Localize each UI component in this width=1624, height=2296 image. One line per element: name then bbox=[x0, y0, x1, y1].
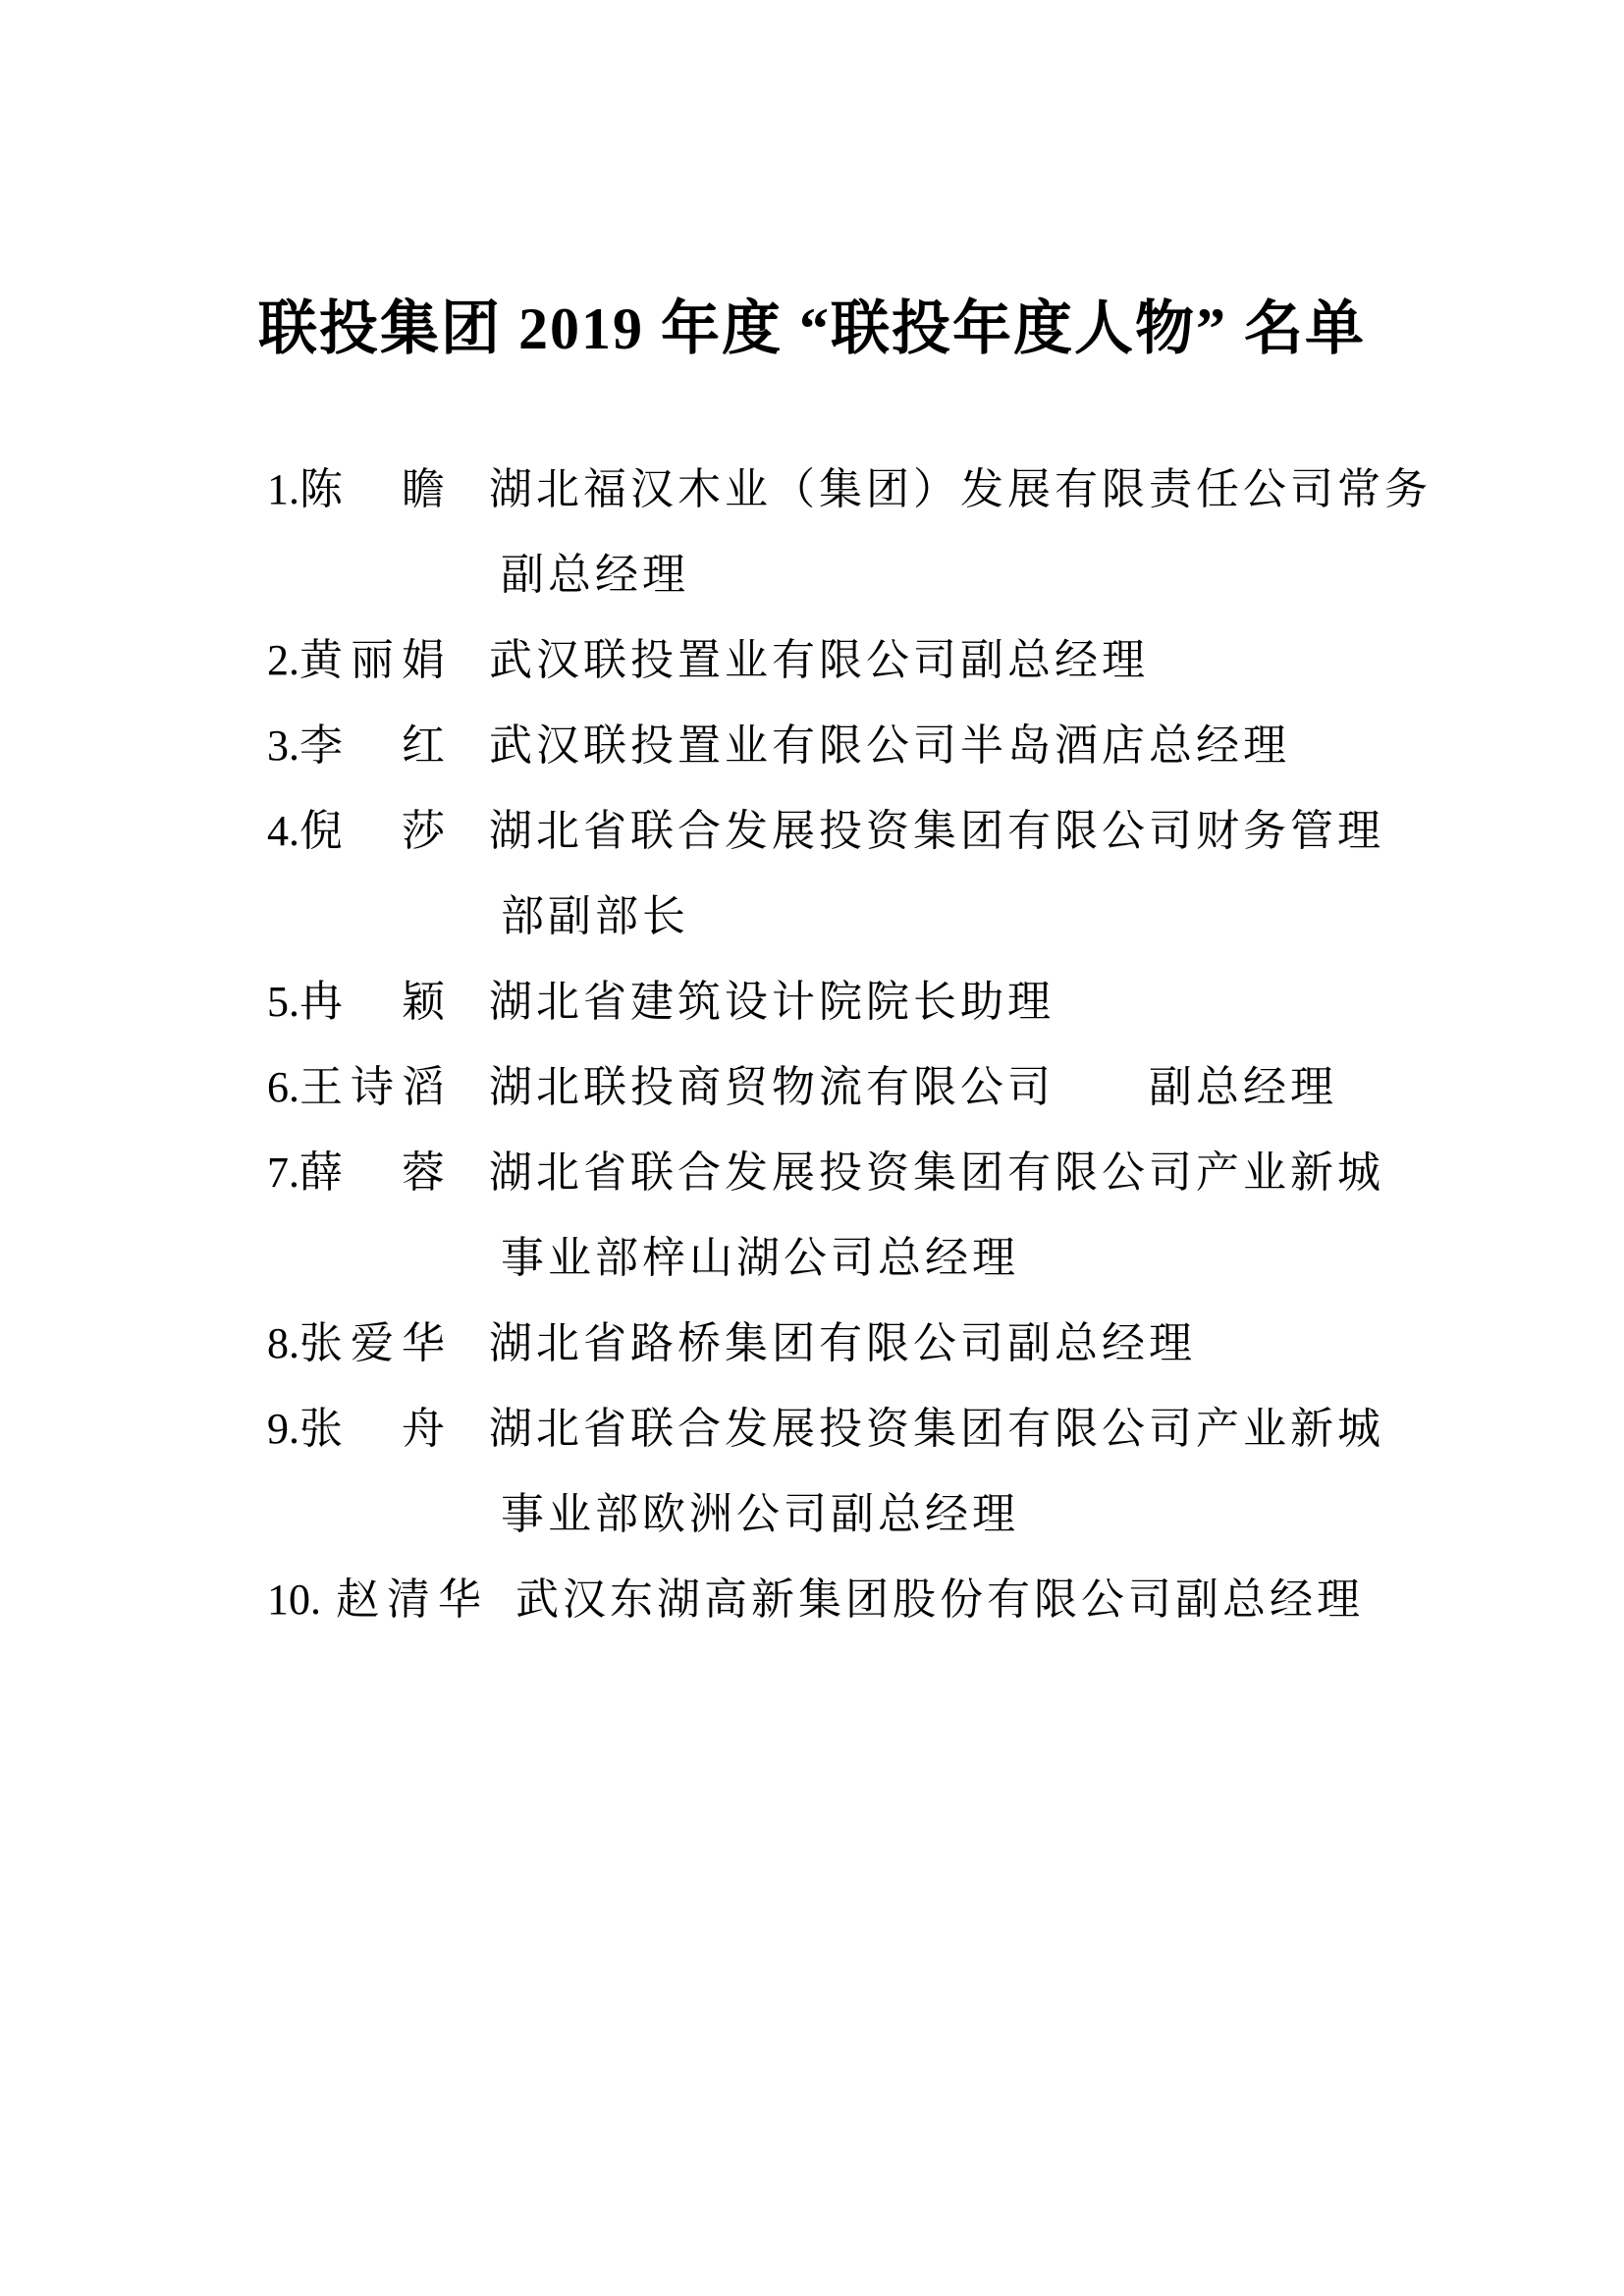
position-line: 湖北省建筑设计院院长助理 bbox=[489, 978, 1055, 1026]
list-item bbox=[267, 788, 1624, 959]
awardee-list bbox=[267, 447, 1624, 1642]
list-item bbox=[267, 617, 1624, 703]
person-name: 陈 瞻 bbox=[299, 465, 445, 513]
person-position bbox=[489, 447, 1432, 617]
list-item bbox=[267, 703, 1624, 788]
item-number: 10. bbox=[267, 1575, 321, 1624]
position-line-continued: 副总经理 bbox=[501, 551, 689, 599]
person-position bbox=[489, 1386, 1384, 1557]
person-name: 李 红 bbox=[299, 721, 445, 770]
person-name: 倪 莎 bbox=[299, 807, 445, 855]
position-line: 湖北福汉木业（集团）发展有限责任公司常务 bbox=[489, 465, 1432, 513]
person-name: 张爱华 bbox=[299, 1319, 445, 1367]
position-line: 湖北省联合发展投资集团有限公司财务管理 bbox=[489, 807, 1384, 855]
item-number: 3. bbox=[267, 721, 299, 770]
position-line-continued: 部副部长 bbox=[501, 892, 689, 940]
person-name: 赵清华 bbox=[336, 1575, 481, 1624]
position-line: 湖北联投商贸物流有限公司 副总经理 bbox=[489, 1063, 1337, 1111]
person-name: 薛 蓉 bbox=[299, 1148, 445, 1197]
position-line: 武汉东湖高新集团股份有限公司副总经理 bbox=[515, 1575, 1364, 1624]
person-position bbox=[515, 1557, 1364, 1642]
item-number: 6. bbox=[267, 1063, 299, 1111]
person-name: 冉 颖 bbox=[299, 978, 445, 1026]
person-position bbox=[489, 1301, 1196, 1386]
item-number: 1. bbox=[267, 465, 299, 513]
list-item bbox=[267, 447, 1624, 617]
person-name: 张 舟 bbox=[299, 1405, 445, 1453]
item-number: 2. bbox=[267, 636, 299, 684]
position-line: 湖北省路桥集团有限公司副总经理 bbox=[489, 1319, 1196, 1367]
position-line: 武汉联投置业有限公司半岛酒店总经理 bbox=[489, 721, 1290, 770]
person-name: 王诗滔 bbox=[299, 1063, 445, 1111]
position-line: 湖北省联合发展投资集团有限公司产业新城 bbox=[489, 1405, 1384, 1453]
item-number: 8. bbox=[267, 1319, 299, 1367]
person-name: 黄丽娟 bbox=[299, 636, 445, 684]
person-position bbox=[489, 703, 1290, 788]
person-position bbox=[489, 1044, 1337, 1130]
document-title: 联投集团 2019 年度 “联投年度人物” 名单 bbox=[258, 296, 1366, 361]
item-number: 7. bbox=[267, 1148, 299, 1197]
list-item bbox=[267, 1386, 1624, 1557]
item-number: 4. bbox=[267, 807, 299, 855]
list-item bbox=[267, 1557, 1624, 1642]
person-position bbox=[489, 1130, 1384, 1301]
item-number: 5. bbox=[267, 978, 299, 1026]
position-line: 武汉联投置业有限公司副总经理 bbox=[489, 636, 1149, 684]
position-line: 湖北省联合发展投资集团有限公司产业新城 bbox=[489, 1148, 1384, 1197]
position-line-continued: 事业部欧洲公司副总经理 bbox=[501, 1490, 1019, 1538]
list-item bbox=[267, 1044, 1624, 1130]
item-number: 9. bbox=[267, 1405, 299, 1453]
list-item bbox=[267, 1301, 1624, 1386]
person-position bbox=[489, 788, 1384, 959]
list-item bbox=[267, 959, 1624, 1044]
person-position bbox=[489, 617, 1149, 703]
list-item bbox=[267, 1130, 1624, 1301]
person-position bbox=[489, 959, 1055, 1044]
position-line-continued: 事业部梓山湖公司总经理 bbox=[501, 1234, 1019, 1282]
